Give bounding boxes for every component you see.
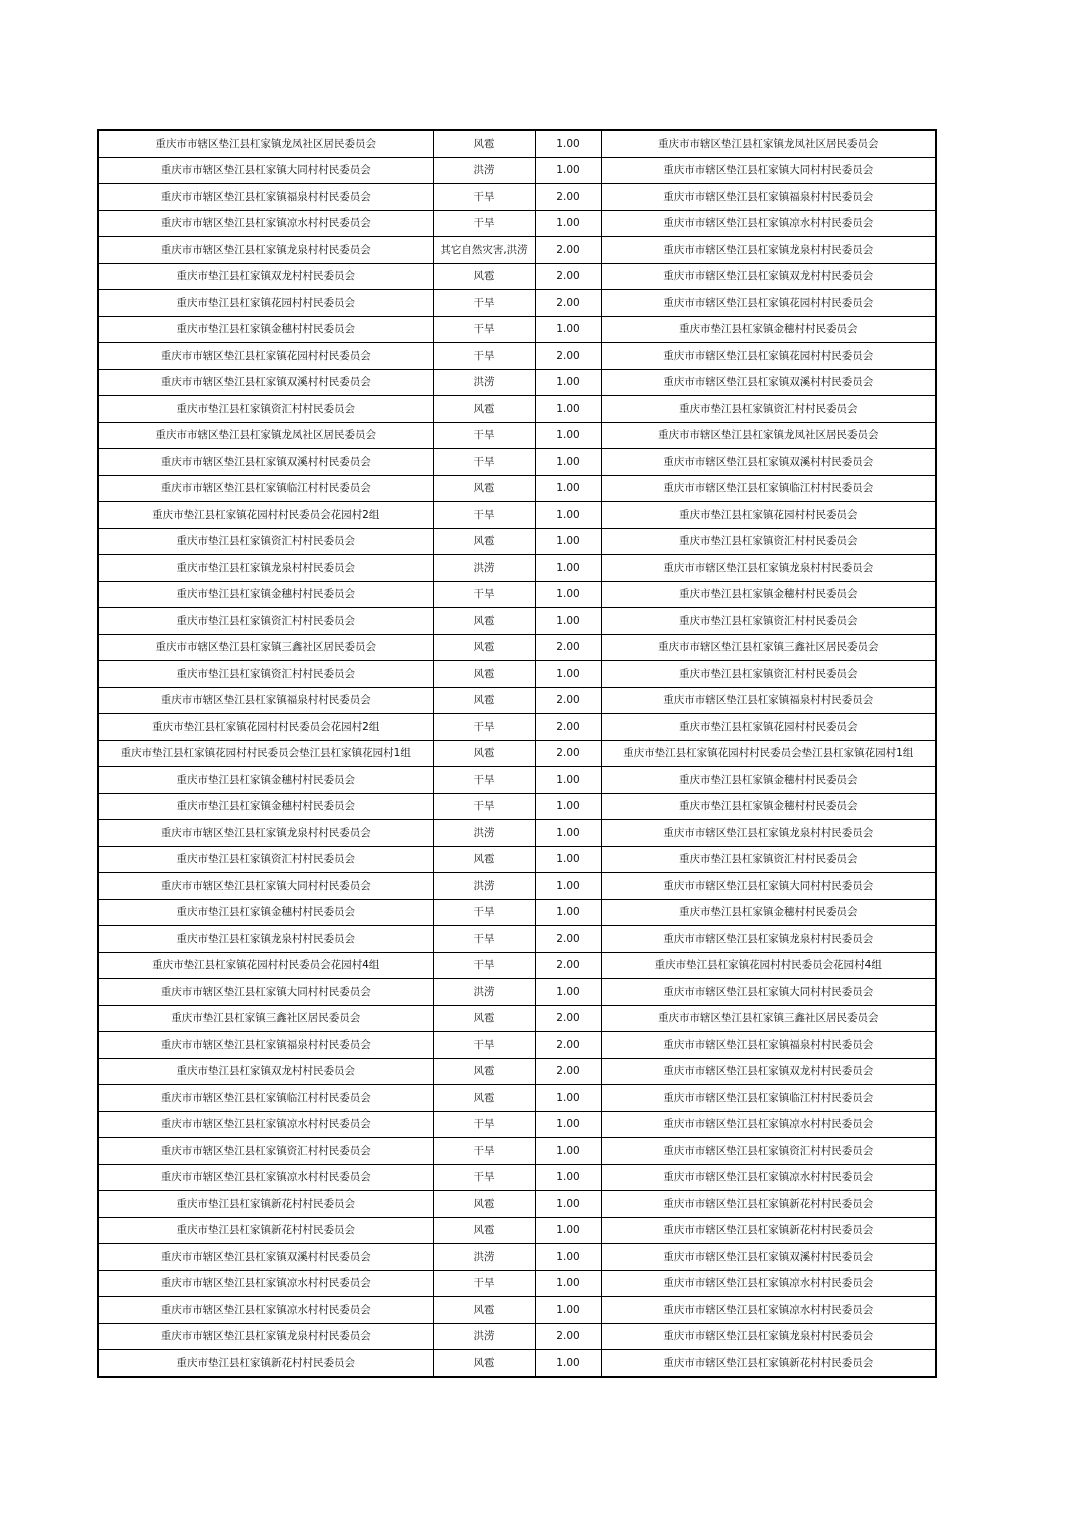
- data-table: [97, 129, 937, 1378]
- location-cell: 重庆市垫江县杠家镇资汇村村民委员会: [98, 396, 433, 423]
- disaster-type-cell: 洪涝: [433, 820, 535, 847]
- table-row: [98, 157, 936, 184]
- table-row: [98, 130, 936, 157]
- disaster-type-cell: 干旱: [433, 767, 535, 794]
- amount-cell: 1.00: [535, 210, 601, 237]
- amount-cell: 1.00: [535, 449, 601, 476]
- table-row: [98, 1217, 936, 1244]
- unit-cell: 重庆市市辖区垫江县杠家镇临江村村民委员会: [601, 1085, 936, 1112]
- location-cell: 重庆市垫江县杠家镇资汇村村民委员会: [98, 608, 433, 635]
- amount-cell: 1.00: [535, 979, 601, 1006]
- disaster-type-cell: 干旱: [433, 1164, 535, 1191]
- table-row: [98, 661, 936, 688]
- unit-cell: 重庆市市辖区垫江县杠家镇新花村村民委员会: [601, 1350, 936, 1377]
- disaster-type-cell: 洪涝: [433, 1323, 535, 1350]
- location-cell: 重庆市市辖区垫江县杠家镇临江村村民委员会: [98, 1085, 433, 1112]
- unit-cell: 重庆市市辖区垫江县杠家镇龙泉村村民委员会: [601, 555, 936, 582]
- amount-cell: 1.00: [535, 767, 601, 794]
- table-row: [98, 1111, 936, 1138]
- unit-cell: 重庆市市辖区垫江县杠家镇三鑫社区居民委员会: [601, 634, 936, 661]
- disaster-type-cell: 干旱: [433, 184, 535, 211]
- unit-cell: 重庆市市辖区垫江县杠家镇龙泉村村民委员会: [601, 926, 936, 953]
- unit-cell: 重庆市市辖区垫江县杠家镇双龙村村民委员会: [601, 1058, 936, 1085]
- disaster-type-cell: 洪涝: [433, 555, 535, 582]
- disaster-type-cell: 干旱: [433, 899, 535, 926]
- disaster-type-cell: 洪涝: [433, 157, 535, 184]
- location-cell: 重庆市垫江县杠家镇三鑫社区居民委员会: [98, 1005, 433, 1032]
- table-row: [98, 449, 936, 476]
- unit-cell: 重庆市市辖区垫江县杠家镇双溪村村民委员会: [601, 1244, 936, 1271]
- unit-cell: 重庆市垫江县杠家镇资汇村村民委员会: [601, 661, 936, 688]
- amount-cell: 2.00: [535, 952, 601, 979]
- disaster-type-cell: 风雹: [433, 396, 535, 423]
- unit-cell: 重庆市市辖区垫江县杠家镇凉水村村民委员会: [601, 210, 936, 237]
- location-cell: 重庆市市辖区垫江县杠家镇三鑫社区居民委员会: [98, 634, 433, 661]
- amount-cell: 1.00: [535, 1191, 601, 1218]
- location-cell: 重庆市市辖区垫江县杠家镇福泉村村民委员会: [98, 687, 433, 714]
- table-row: [98, 873, 936, 900]
- table-row: [98, 634, 936, 661]
- amount-cell: 1.00: [535, 1085, 601, 1112]
- table-row: [98, 184, 936, 211]
- disaster-type-cell: 干旱: [433, 290, 535, 317]
- table-row: [98, 1164, 936, 1191]
- unit-cell: 重庆市市辖区垫江县杠家镇新花村村民委员会: [601, 1217, 936, 1244]
- amount-cell: 1.00: [535, 555, 601, 582]
- location-cell: 重庆市市辖区垫江县杠家镇双溪村村民委员会: [98, 449, 433, 476]
- unit-cell: 重庆市市辖区垫江县杠家镇凉水村村民委员会: [601, 1297, 936, 1324]
- amount-cell: 2.00: [535, 290, 601, 317]
- disaster-type-cell: 风雹: [433, 687, 535, 714]
- table-row: [98, 926, 936, 953]
- amount-cell: 1.00: [535, 1217, 601, 1244]
- disaster-type-cell: 干旱: [433, 714, 535, 741]
- table-row: [98, 1350, 936, 1377]
- disaster-type-cell: 风雹: [433, 1085, 535, 1112]
- unit-cell: 重庆市市辖区垫江县杠家镇凉水村村民委员会: [601, 1164, 936, 1191]
- amount-cell: 1.00: [535, 873, 601, 900]
- disaster-type-cell: 干旱: [433, 502, 535, 529]
- unit-cell: 重庆市市辖区垫江县杠家镇大同村村民委员会: [601, 873, 936, 900]
- amount-cell: 1.00: [535, 528, 601, 555]
- amount-cell: 1.00: [535, 157, 601, 184]
- disaster-type-cell: 风雹: [433, 1005, 535, 1032]
- amount-cell: 1.00: [535, 581, 601, 608]
- amount-cell: 1.00: [535, 899, 601, 926]
- amount-cell: 1.00: [535, 820, 601, 847]
- location-cell: 重庆市市辖区垫江县杠家镇大同村村民委员会: [98, 979, 433, 1006]
- amount-cell: 1.00: [535, 396, 601, 423]
- amount-cell: 2.00: [535, 343, 601, 370]
- location-cell: 重庆市市辖区垫江县杠家镇龙泉村村民委员会: [98, 820, 433, 847]
- disaster-type-cell: 风雹: [433, 263, 535, 290]
- table-row: [98, 820, 936, 847]
- disaster-type-cell: 风雹: [433, 740, 535, 767]
- table-row: [98, 767, 936, 794]
- location-cell: 重庆市市辖区垫江县杠家镇双溪村村民委员会: [98, 1244, 433, 1271]
- location-cell: 重庆市垫江县杠家镇金穗村村民委员会: [98, 581, 433, 608]
- table-row: [98, 237, 936, 264]
- unit-cell: 重庆市市辖区垫江县杠家镇双龙村村民委员会: [601, 263, 936, 290]
- location-cell: 重庆市市辖区垫江县杠家镇大同村村民委员会: [98, 873, 433, 900]
- unit-cell: 重庆市市辖区垫江县杠家镇大同村村民委员会: [601, 157, 936, 184]
- disaster-type-cell: 风雹: [433, 130, 535, 157]
- location-cell: 重庆市市辖区垫江县杠家镇龙凤社区居民委员会: [98, 130, 433, 157]
- amount-cell: 2.00: [535, 237, 601, 264]
- location-cell: 重庆市市辖区垫江县杠家镇凉水村村民委员会: [98, 210, 433, 237]
- unit-cell: 重庆市市辖区垫江县杠家镇福泉村村民委员会: [601, 1032, 936, 1059]
- unit-cell: 重庆市市辖区垫江县杠家镇新花村村民委员会: [601, 1191, 936, 1218]
- location-cell: 重庆市垫江县杠家镇双龙村村民委员会: [98, 1058, 433, 1085]
- amount-cell: 1.00: [535, 1138, 601, 1165]
- disaster-type-cell: 洪涝: [433, 369, 535, 396]
- amount-cell: 1.00: [535, 369, 601, 396]
- table-row: [98, 793, 936, 820]
- disaster-type-cell: 风雹: [433, 1217, 535, 1244]
- unit-cell: 重庆市市辖区垫江县杠家镇大同村村民委员会: [601, 979, 936, 1006]
- location-cell: 重庆市市辖区垫江县杠家镇龙泉村村民委员会: [98, 237, 433, 264]
- unit-cell: 重庆市市辖区垫江县杠家镇双溪村村民委员会: [601, 369, 936, 396]
- table-row: [98, 210, 936, 237]
- disaster-type-cell: 干旱: [433, 581, 535, 608]
- table-row: [98, 528, 936, 555]
- amount-cell: 1.00: [535, 1111, 601, 1138]
- disaster-type-cell: 风雹: [433, 1191, 535, 1218]
- table-row: [98, 1005, 936, 1032]
- location-cell: 重庆市垫江县杠家镇新花村村民委员会: [98, 1217, 433, 1244]
- unit-cell: 重庆市垫江县杠家镇金穗村村民委员会: [601, 581, 936, 608]
- table-row: [98, 1297, 936, 1324]
- unit-cell: 重庆市市辖区垫江县杠家镇龙凤社区居民委员会: [601, 130, 936, 157]
- location-cell: 重庆市市辖区垫江县杠家镇福泉村村民委员会: [98, 184, 433, 211]
- unit-cell: 重庆市市辖区垫江县杠家镇凉水村村民委员会: [601, 1111, 936, 1138]
- table-row: [98, 1138, 936, 1165]
- location-cell: 重庆市垫江县杠家镇新花村村民委员会: [98, 1191, 433, 1218]
- amount-cell: 1.00: [535, 1164, 601, 1191]
- disaster-type-cell: 风雹: [433, 475, 535, 502]
- amount-cell: 2.00: [535, 263, 601, 290]
- location-cell: 重庆市垫江县杠家镇花园村村民委员会花园村2组: [98, 502, 433, 529]
- table-row: [98, 1032, 936, 1059]
- amount-cell: 1.00: [535, 502, 601, 529]
- amount-cell: 1.00: [535, 846, 601, 873]
- table-row: [98, 1270, 936, 1297]
- disaster-type-cell: 风雹: [433, 1350, 535, 1377]
- disaster-type-cell: 风雹: [433, 634, 535, 661]
- amount-cell: 2.00: [535, 1058, 601, 1085]
- table-row: [98, 369, 936, 396]
- unit-cell: 重庆市垫江县杠家镇金穗村村民委员会: [601, 767, 936, 794]
- table-body: [98, 130, 936, 1377]
- unit-cell: 重庆市市辖区垫江县杠家镇凉水村村民委员会: [601, 1270, 936, 1297]
- location-cell: 重庆市市辖区垫江县杠家镇龙泉村村民委员会: [98, 1323, 433, 1350]
- location-cell: 重庆市市辖区垫江县杠家镇双溪村村民委员会: [98, 369, 433, 396]
- amount-cell: 1.00: [535, 316, 601, 343]
- location-cell: 重庆市垫江县杠家镇金穗村村民委员会: [98, 767, 433, 794]
- unit-cell: 重庆市垫江县杠家镇资汇村村民委员会: [601, 396, 936, 423]
- location-cell: 重庆市垫江县杠家镇花园村村民委员会垫江县杠家镇花园村1组: [98, 740, 433, 767]
- location-cell: 重庆市垫江县杠家镇龙泉村村民委员会: [98, 555, 433, 582]
- amount-cell: 1.00: [535, 1244, 601, 1271]
- unit-cell: 重庆市垫江县杠家镇花园村村民委员会: [601, 502, 936, 529]
- table-row: [98, 714, 936, 741]
- table-row: [98, 502, 936, 529]
- location-cell: 重庆市垫江县杠家镇花园村村民委员会花园村4组: [98, 952, 433, 979]
- amount-cell: 1.00: [535, 1350, 601, 1377]
- table-row: [98, 687, 936, 714]
- table-row: [98, 475, 936, 502]
- amount-cell: 2.00: [535, 740, 601, 767]
- location-cell: 重庆市市辖区垫江县杠家镇凉水村村民委员会: [98, 1111, 433, 1138]
- amount-cell: 1.00: [535, 1297, 601, 1324]
- location-cell: 重庆市市辖区垫江县杠家镇凉水村村民委员会: [98, 1297, 433, 1324]
- unit-cell: 重庆市市辖区垫江县杠家镇临江村村民委员会: [601, 475, 936, 502]
- amount-cell: 2.00: [535, 1323, 601, 1350]
- table-row: [98, 263, 936, 290]
- location-cell: 重庆市垫江县杠家镇金穗村村民委员会: [98, 899, 433, 926]
- amount-cell: 2.00: [535, 184, 601, 211]
- table-row: [98, 422, 936, 449]
- amount-cell: 1.00: [535, 793, 601, 820]
- table-row: [98, 396, 936, 423]
- disaster-type-cell: 风雹: [433, 608, 535, 635]
- unit-cell: 重庆市市辖区垫江县杠家镇资汇村村民委员会: [601, 1138, 936, 1165]
- table-row: [98, 1191, 936, 1218]
- location-cell: 重庆市市辖区垫江县杠家镇福泉村村民委员会: [98, 1032, 433, 1059]
- location-cell: 重庆市市辖区垫江县杠家镇凉水村村民委员会: [98, 1164, 433, 1191]
- disaster-type-cell: 干旱: [433, 793, 535, 820]
- unit-cell: 重庆市市辖区垫江县杠家镇龙泉村村民委员会: [601, 1323, 936, 1350]
- location-cell: 重庆市市辖区垫江县杠家镇龙凤社区居民委员会: [98, 422, 433, 449]
- location-cell: 重庆市垫江县杠家镇花园村村民委员会: [98, 290, 433, 317]
- table-row: [98, 343, 936, 370]
- disaster-type-cell: 干旱: [433, 1032, 535, 1059]
- amount-cell: 2.00: [535, 687, 601, 714]
- unit-cell: 重庆市垫江县杠家镇花园村村民委员会垫江县杠家镇花园村1组: [601, 740, 936, 767]
- location-cell: 重庆市垫江县杠家镇金穗村村民委员会: [98, 793, 433, 820]
- disaster-type-cell: 干旱: [433, 1270, 535, 1297]
- amount-cell: 2.00: [535, 1032, 601, 1059]
- unit-cell: 重庆市垫江县杠家镇花园村村民委员会: [601, 714, 936, 741]
- amount-cell: 1.00: [535, 130, 601, 157]
- unit-cell: 重庆市市辖区垫江县杠家镇龙凤社区居民委员会: [601, 422, 936, 449]
- document-page: [97, 129, 935, 1378]
- disaster-type-cell: 干旱: [433, 210, 535, 237]
- table-row: [98, 290, 936, 317]
- unit-cell: 重庆市垫江县杠家镇资汇村村民委员会: [601, 608, 936, 635]
- amount-cell: 1.00: [535, 608, 601, 635]
- disaster-type-cell: 干旱: [433, 422, 535, 449]
- table-row: [98, 1085, 936, 1112]
- unit-cell: 重庆市市辖区垫江县杠家镇龙泉村村民委员会: [601, 237, 936, 264]
- table-row: [98, 581, 936, 608]
- location-cell: 重庆市市辖区垫江县杠家镇资汇村村民委员会: [98, 1138, 433, 1165]
- location-cell: 重庆市垫江县杠家镇龙泉村村民委员会: [98, 926, 433, 953]
- disaster-type-cell: 洪涝: [433, 873, 535, 900]
- unit-cell: 重庆市垫江县杠家镇金穗村村民委员会: [601, 899, 936, 926]
- disaster-type-cell: 风雹: [433, 1297, 535, 1324]
- unit-cell: 重庆市垫江县杠家镇资汇村村民委员会: [601, 528, 936, 555]
- table-row: [98, 316, 936, 343]
- disaster-type-cell: 风雹: [433, 846, 535, 873]
- table-row: [98, 1244, 936, 1271]
- location-cell: 重庆市垫江县杠家镇新花村村民委员会: [98, 1350, 433, 1377]
- disaster-type-cell: 干旱: [433, 1111, 535, 1138]
- table-row: [98, 952, 936, 979]
- location-cell: 重庆市市辖区垫江县杠家镇大同村村民委员会: [98, 157, 433, 184]
- amount-cell: 2.00: [535, 926, 601, 953]
- amount-cell: 1.00: [535, 1270, 601, 1297]
- location-cell: 重庆市市辖区垫江县杠家镇临江村村民委员会: [98, 475, 433, 502]
- unit-cell: 重庆市市辖区垫江县杠家镇花园村村民委员会: [601, 343, 936, 370]
- location-cell: 重庆市垫江县杠家镇资汇村村民委员会: [98, 528, 433, 555]
- disaster-type-cell: 干旱: [433, 449, 535, 476]
- unit-cell: 重庆市市辖区垫江县杠家镇双溪村村民委员会: [601, 449, 936, 476]
- disaster-type-cell: 干旱: [433, 952, 535, 979]
- unit-cell: 重庆市市辖区垫江县杠家镇花园村村民委员会: [601, 290, 936, 317]
- disaster-type-cell: 风雹: [433, 528, 535, 555]
- unit-cell: 重庆市垫江县杠家镇花园村村民委员会花园村4组: [601, 952, 936, 979]
- unit-cell: 重庆市垫江县杠家镇资汇村村民委员会: [601, 846, 936, 873]
- disaster-type-cell: 干旱: [433, 316, 535, 343]
- disaster-type-cell: 洪涝: [433, 1244, 535, 1271]
- table-row: [98, 979, 936, 1006]
- unit-cell: 重庆市垫江县杠家镇金穗村村民委员会: [601, 316, 936, 343]
- disaster-type-cell: 洪涝: [433, 979, 535, 1006]
- table-row: [98, 608, 936, 635]
- disaster-type-cell: 其它自然灾害,洪涝: [433, 237, 535, 264]
- location-cell: 重庆市市辖区垫江县杠家镇凉水村村民委员会: [98, 1270, 433, 1297]
- amount-cell: 1.00: [535, 475, 601, 502]
- location-cell: 重庆市垫江县杠家镇资汇村村民委员会: [98, 846, 433, 873]
- location-cell: 重庆市垫江县杠家镇资汇村村民委员会: [98, 661, 433, 688]
- table-row: [98, 1323, 936, 1350]
- unit-cell: 重庆市市辖区垫江县杠家镇福泉村村民委员会: [601, 184, 936, 211]
- table-row: [98, 899, 936, 926]
- disaster-type-cell: 风雹: [433, 1058, 535, 1085]
- disaster-type-cell: 干旱: [433, 1138, 535, 1165]
- amount-cell: 2.00: [535, 1005, 601, 1032]
- amount-cell: 2.00: [535, 634, 601, 661]
- unit-cell: 重庆市市辖区垫江县杠家镇龙泉村村民委员会: [601, 820, 936, 847]
- location-cell: 重庆市垫江县杠家镇金穗村村民委员会: [98, 316, 433, 343]
- disaster-type-cell: 风雹: [433, 661, 535, 688]
- location-cell: 重庆市市辖区垫江县杠家镇花园村村民委员会: [98, 343, 433, 370]
- location-cell: 重庆市垫江县杠家镇花园村村民委员会花园村2组: [98, 714, 433, 741]
- amount-cell: 1.00: [535, 661, 601, 688]
- unit-cell: 重庆市市辖区垫江县杠家镇三鑫社区居民委员会: [601, 1005, 936, 1032]
- table-row: [98, 1058, 936, 1085]
- disaster-type-cell: 干旱: [433, 343, 535, 370]
- amount-cell: 2.00: [535, 714, 601, 741]
- table-row: [98, 740, 936, 767]
- table-row: [98, 846, 936, 873]
- unit-cell: 重庆市垫江县杠家镇金穗村村民委员会: [601, 793, 936, 820]
- unit-cell: 重庆市市辖区垫江县杠家镇福泉村村民委员会: [601, 687, 936, 714]
- table-row: [98, 555, 936, 582]
- location-cell: 重庆市垫江县杠家镇双龙村村民委员会: [98, 263, 433, 290]
- disaster-type-cell: 干旱: [433, 926, 535, 953]
- amount-cell: 1.00: [535, 422, 601, 449]
